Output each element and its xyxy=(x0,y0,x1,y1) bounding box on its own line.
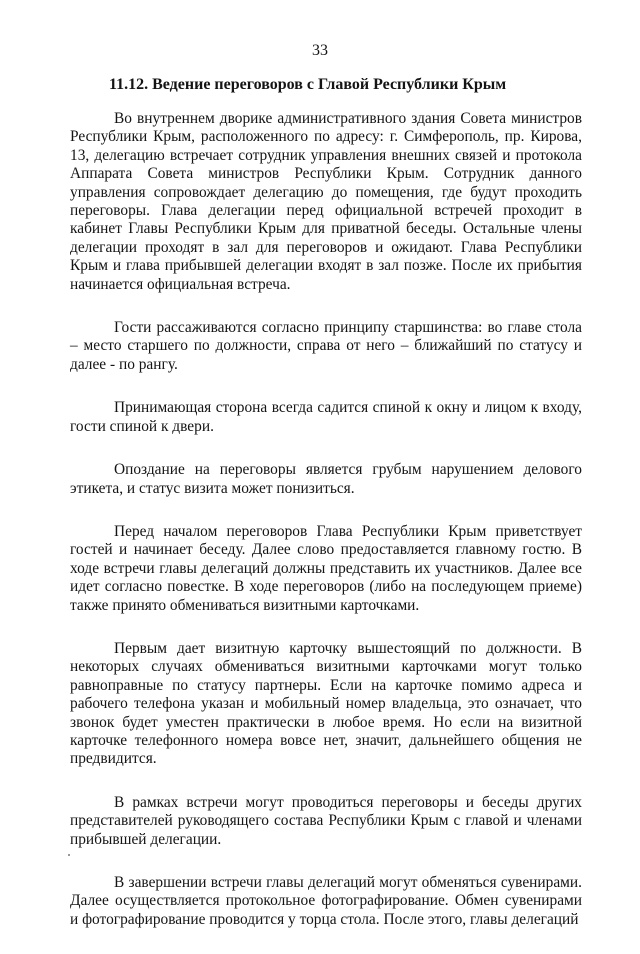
paragraph: В завершении встречи главы делегаций могут обменяться сувенирами. Далее осуществляется протокольное фотографирование. Обмен сувенирами и фотографирование проводится у торца стола. После этого, главы делегаций xyxy=(70,874,582,928)
paragraph: Перед началом переговоров Глава Республики Крым приветствует гостей и начинает беседу. Далее слово предоставляется главному гостю. В ходе встречи главы делегаций должны представить их участников. Далее все идет согласно повестке. В ходе переговоров (либо на последующем приеме) также принято обмениваться визитными карточками. xyxy=(70,522,582,614)
paragraph: Опоздание на переговоры является грубым нарушением делового этикета, и статус визита может понизиться. xyxy=(70,461,582,497)
paragraph: Принимающая сторона всегда садится спиной к окну и лицом к входу, гости спиной к двери. xyxy=(70,399,582,435)
section-heading: 11.12. Ведение переговоров с Главой Республики Крым xyxy=(109,76,507,93)
paragraph: Во внутреннем дворике административного здания Совета министров Республики Крым, расположенного по адресу: г. Симферополь, пр. Кирова, 13, делегацию встречает сотрудник управления внешних связей и протокола Аппарата Совета министров Республики Крым. Сотрудник данного управления сопровождает делегацию до помещения, где будут проходить переговоры. Глава делегации перед официальной встречей проходит в кабинет Главы Республики Крым для приватной беседы. Остальные члены делегации проходят в зал для переговоров и ожидают. Глава Республики Крым и глава прибывшей делегации входят в зал позже. После их прибытия начинается официальная встреча. xyxy=(70,110,582,293)
body-text xyxy=(70,110,582,954)
scan-speck xyxy=(68,854,70,856)
page-number: 33 xyxy=(312,42,328,59)
paragraph: В рамках встречи могут проводиться переговоры и беседы других представителей руководящего состава Республики Крым с главой и членами прибывшей делегации. xyxy=(70,793,582,848)
paragraph: Гости рассаживаются согласно принципу старшинства: во главе стола – место старшего по должности, справа от него – ближайший по статусу и далее - по рангу. xyxy=(70,319,582,373)
paragraph: Первым дает визитную карточку вышестоящий по должности. В некоторых случаях обмениваться визитными карточками могут только равноправные по статусу партнеры. Если на карточке помимо адреса и рабочего телефона указан и мобильный номер владельца, это означает, что звонок будет уместен практически в любое время. Но если на визитной карточке телефонного номера вовсе нет, значит, дальнейшего общения не предвидится. xyxy=(70,639,582,768)
